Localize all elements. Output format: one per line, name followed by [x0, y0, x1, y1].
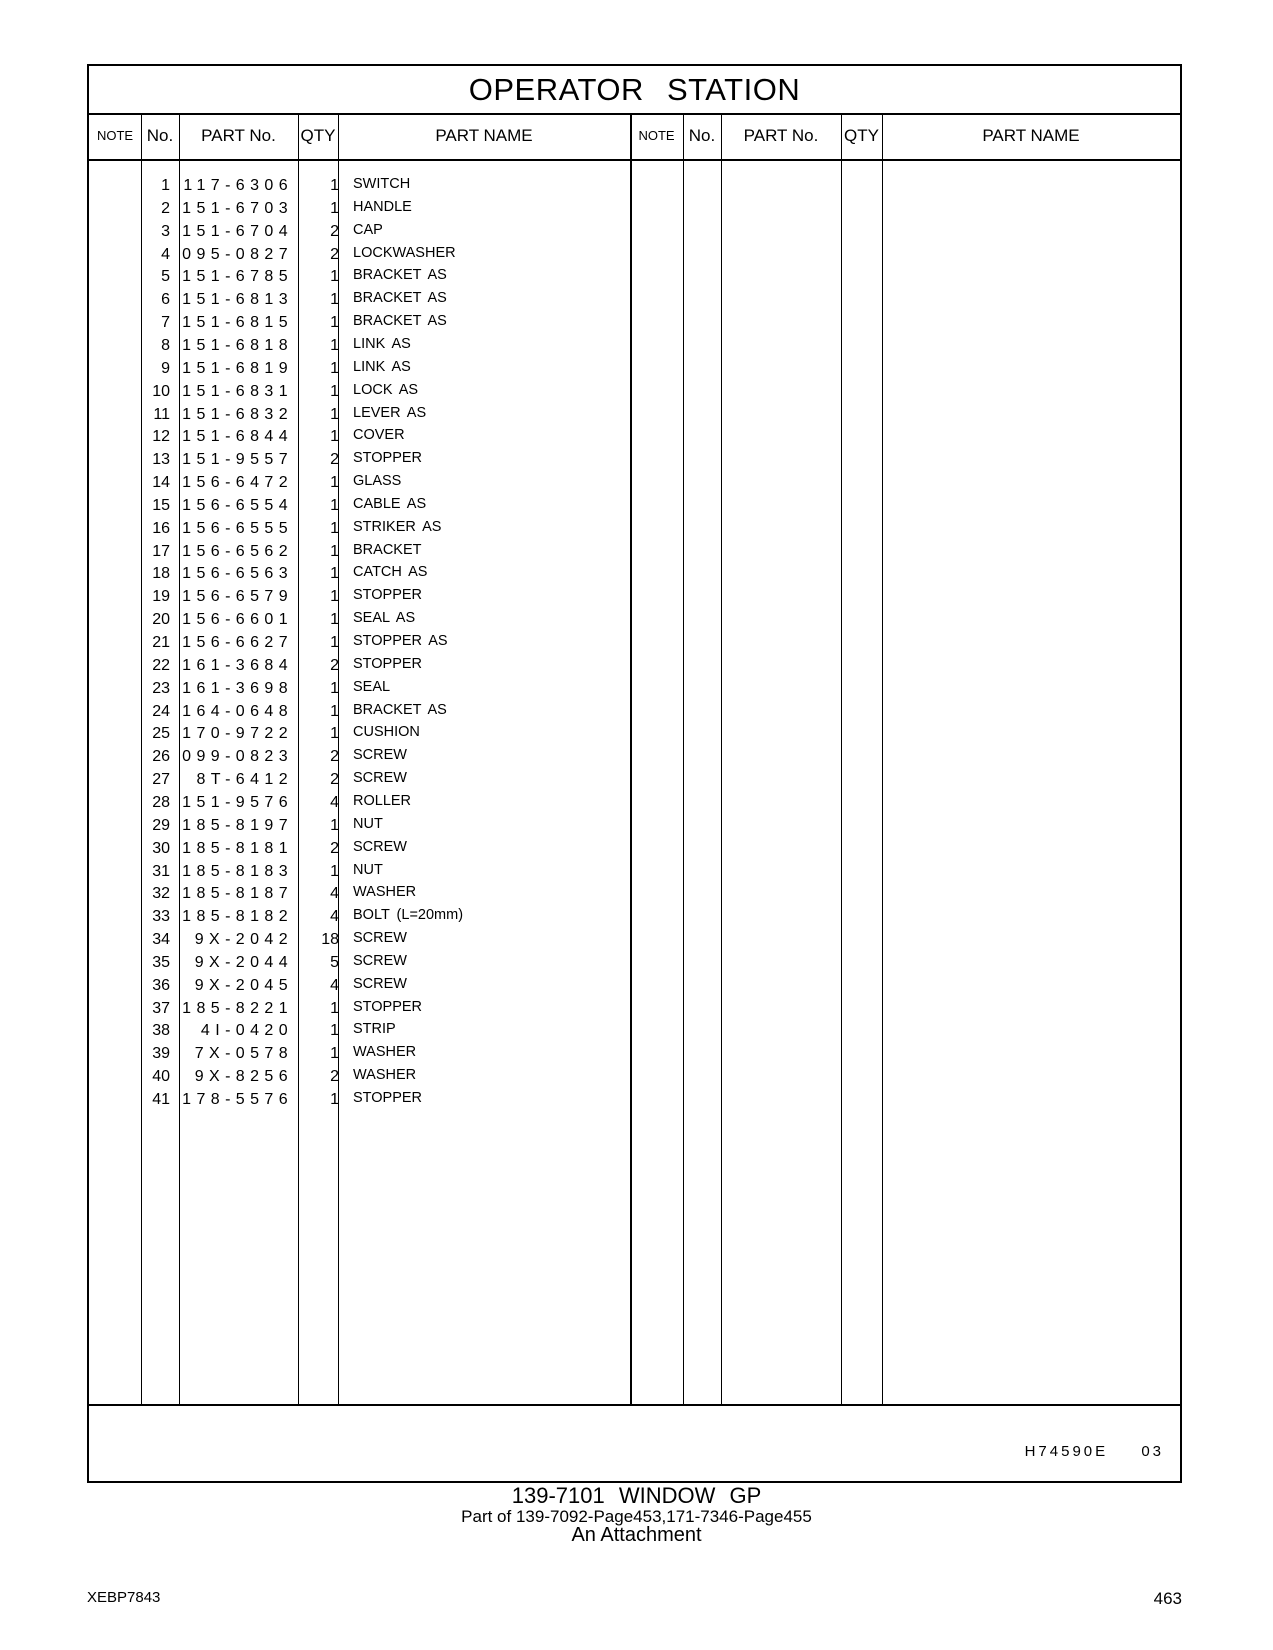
part-number: 151-6704: [182, 222, 293, 240]
section-title: OPERATOR STATION: [89, 66, 1180, 115]
part-quantity: 1: [330, 588, 339, 606]
part-quantity: 1: [330, 382, 339, 400]
part-quantity: 18: [321, 931, 339, 949]
table-row: [89, 837, 689, 860]
part-name: WASHER: [353, 884, 417, 901]
part-name: STOPPER AS: [353, 633, 448, 649]
part-item-number: 31: [152, 862, 170, 880]
table-row: [89, 562, 689, 585]
part-number: 151-6703: [182, 199, 293, 217]
column-divider: [841, 113, 842, 1404]
header-note-right: NOTE: [638, 128, 675, 143]
part-name: LINK AS: [353, 358, 411, 375]
table-row: [89, 1019, 689, 1042]
part-number: 185-8183: [182, 862, 293, 880]
table-row: [89, 471, 689, 494]
part-item-number: 33: [152, 908, 170, 926]
table-row: [89, 357, 689, 380]
table-bottom-rule: [89, 1404, 1180, 1406]
part-item-number: 27: [152, 771, 170, 789]
part-item-number: 35: [152, 953, 170, 971]
table-row: [89, 631, 689, 654]
table-row: [89, 1088, 689, 1111]
part-number: 9X-2042: [194, 931, 293, 949]
part-number: 151-6785: [182, 268, 293, 286]
table-row: [89, 654, 689, 677]
part-item-number: 23: [152, 679, 170, 697]
header-part-name-left: PART NAME: [435, 126, 533, 145]
part-name: SCREW: [353, 838, 407, 855]
part-quantity: 1: [330, 1045, 339, 1063]
header-no-left: No.: [146, 126, 174, 145]
parts-list-frame: [87, 64, 1182, 1483]
part-item-number: 34: [152, 931, 170, 949]
part-name: NUT: [353, 815, 383, 832]
part-quantity: 1: [330, 359, 339, 377]
part-quantity: 4: [330, 885, 339, 903]
table-row: [89, 540, 689, 563]
drawing-code: [1025, 1443, 1164, 1460]
part-item-number: 13: [152, 451, 170, 469]
part-item-number: 7: [161, 314, 170, 332]
part-name: WASHER: [353, 1067, 417, 1084]
part-quantity: 1: [330, 862, 339, 880]
part-of-reference: Part of 139-7092-Page453,171-7346-Page455: [461, 1507, 812, 1526]
header-rule: [89, 159, 1180, 161]
part-quantity: 1: [330, 474, 339, 492]
part-number: 9X-8256: [194, 1068, 293, 1086]
part-quantity: 1: [330, 816, 339, 834]
part-name: SCREW: [353, 930, 407, 947]
part-item-number: 22: [152, 656, 170, 674]
part-quantity: 1: [330, 199, 339, 217]
table-row: [89, 860, 689, 883]
column-divider: [721, 113, 722, 1404]
part-quantity: 1: [330, 336, 339, 354]
part-number: 178-5576: [182, 1091, 293, 1108]
part-number: 156-6579: [182, 588, 293, 606]
part-item-number: 37: [152, 999, 170, 1017]
part-name: CABLE AS: [353, 495, 427, 512]
part-number: 117-6306: [183, 177, 293, 194]
part-item-number: 36: [152, 976, 170, 994]
part-name: GLASS: [353, 473, 402, 490]
part-name: BRACKET AS: [353, 290, 447, 307]
table-row: [89, 608, 689, 631]
table-row: [89, 1042, 689, 1065]
part-number: 4I-0420: [200, 1022, 293, 1040]
table-row: [89, 814, 689, 837]
table-row: [89, 220, 689, 243]
part-number: 099-0823: [182, 748, 293, 766]
table-row: [89, 243, 689, 266]
part-name: STOPPER: [353, 450, 423, 467]
part-quantity: 2: [330, 656, 339, 674]
part-quantity: 1: [330, 291, 339, 309]
part-number: 151-6813: [182, 291, 293, 309]
table-row: [89, 951, 689, 974]
part-name: COVER: [353, 427, 405, 444]
part-item-number: 32: [152, 885, 170, 903]
part-quantity: 2: [330, 222, 339, 240]
part-number: 156-6563: [182, 565, 293, 583]
part-item-number: 29: [152, 816, 170, 834]
part-item-number: 16: [152, 519, 170, 537]
part-item-number: 30: [152, 839, 170, 857]
part-item-number: 17: [152, 542, 170, 560]
part-item-number: 18: [152, 565, 170, 583]
part-number: 9X-2045: [194, 976, 293, 994]
part-number: 185-8187: [182, 885, 293, 903]
part-name: STOPPER: [353, 587, 423, 604]
part-item-number: 4: [161, 245, 170, 263]
part-item-number: 14: [152, 474, 170, 492]
part-number: 185-8221: [182, 999, 293, 1017]
part-quantity: 2: [330, 451, 339, 469]
drawing-code-revision: 03: [1141, 1443, 1164, 1460]
part-quantity: 1: [330, 314, 339, 332]
part-quantity: 1: [330, 1091, 339, 1108]
table-row: [89, 197, 689, 220]
part-quantity: 1: [330, 725, 339, 743]
part-name: SCREW: [353, 975, 407, 992]
part-name: NUT: [353, 861, 383, 878]
part-quantity: 2: [330, 245, 339, 263]
part-name: BOLT (L=20mm): [353, 907, 464, 924]
header-part-no-left: PART No.: [201, 126, 276, 145]
part-name: LINK AS: [353, 335, 411, 352]
table-row: [89, 265, 689, 288]
table-row: [89, 334, 689, 357]
part-item-number: 15: [152, 496, 170, 514]
table-row: [89, 585, 689, 608]
table-row: [89, 974, 689, 997]
part-name: SCREW: [353, 770, 407, 787]
part-name: LOCKWASHER: [353, 244, 456, 261]
part-number: 156-6627: [182, 634, 293, 651]
part-name: SCREW: [353, 747, 407, 764]
table-row: [89, 403, 689, 426]
part-quantity: 2: [330, 839, 339, 857]
part-item-number: 25: [152, 725, 170, 743]
part-name: STOPPER: [353, 655, 423, 672]
part-number: 9X-2044: [194, 953, 293, 971]
part-number: 164-0648: [182, 702, 293, 720]
part-quantity: 2: [330, 1068, 339, 1086]
part-number: 151-6815: [182, 314, 293, 332]
attachment-label: An Attachment: [571, 1524, 702, 1546]
part-name: STRIP: [353, 1021, 396, 1038]
part-name: SCREW: [353, 952, 407, 969]
table-row: [89, 905, 689, 928]
table-row: [89, 448, 689, 471]
part-name: ROLLER: [353, 792, 412, 809]
part-item-number: 12: [152, 428, 170, 446]
column-divider: [882, 113, 883, 1404]
part-item-number: 41: [152, 1091, 170, 1108]
part-number: 151-6844: [182, 428, 293, 446]
table-row: [89, 494, 689, 517]
part-item-number: 3: [161, 222, 170, 240]
part-quantity: 1: [330, 702, 339, 720]
page-number: 463: [1153, 1589, 1182, 1608]
part-item-number: 11: [153, 405, 170, 423]
publication-id: XEBP7843: [87, 1589, 161, 1606]
table-row: [89, 311, 689, 334]
part-number: 185-8181: [182, 839, 293, 857]
table-row: [89, 517, 689, 540]
part-item-number: 9: [161, 359, 170, 377]
part-quantity: 1: [330, 679, 339, 697]
header-qty-left: QTY: [300, 126, 336, 145]
part-name: LEVER AS: [353, 404, 427, 421]
part-item-number: 8: [161, 336, 170, 354]
part-quantity: 1: [330, 428, 339, 446]
part-number: 185-8197: [182, 816, 293, 834]
part-number: 185-8182: [182, 908, 293, 926]
part-quantity: 1: [330, 999, 339, 1017]
part-number: 151-6819: [182, 359, 293, 377]
part-number: 156-6472: [182, 474, 293, 492]
part-name: WASHER: [353, 1044, 417, 1061]
part-number: 151-9557: [182, 451, 293, 469]
table-row: [89, 700, 689, 723]
part-quantity: 5: [330, 953, 339, 971]
part-name: CATCH AS: [353, 564, 428, 581]
part-item-number: 5: [161, 268, 170, 286]
part-number: 156-6601: [182, 611, 293, 629]
part-number: 151-6818: [182, 336, 293, 354]
table-row: [89, 768, 689, 791]
part-quantity: 4: [330, 908, 339, 926]
drawing-code-number: H74590E: [1024, 1443, 1109, 1460]
part-number: 151-6831: [182, 382, 293, 400]
part-quantity: 1: [330, 542, 339, 560]
part-item-number: 40: [152, 1068, 170, 1086]
table-row: [89, 677, 689, 700]
table-row: [89, 745, 689, 768]
table-row: [89, 997, 689, 1020]
part-name: SWITCH: [353, 176, 411, 192]
table-row: [89, 791, 689, 814]
part-item-number: 21: [152, 634, 170, 651]
part-item-number: 6: [161, 291, 170, 309]
header-part-name-right: PART NAME: [982, 126, 1080, 145]
part-item-number: 26: [152, 748, 170, 766]
header-no-right: No.: [688, 126, 716, 145]
part-item-number: 1: [161, 177, 170, 194]
part-quantity: 1: [330, 565, 339, 583]
header-note-left: NOTE: [96, 128, 134, 143]
part-item-number: 10: [152, 382, 170, 400]
part-number: 170-9722: [182, 725, 293, 743]
part-quantity: 4: [330, 976, 339, 994]
part-quantity: 1: [330, 634, 339, 651]
part-quantity: 1: [330, 177, 339, 194]
header-part-no-right: PART No.: [743, 126, 819, 145]
part-name: STOPPER: [353, 998, 423, 1015]
part-quantity: 2: [330, 748, 339, 766]
part-name: LOCK AS: [353, 381, 419, 398]
part-item-number: 20: [152, 611, 170, 629]
part-number: 156-6562: [182, 542, 293, 560]
part-quantity: 1: [330, 519, 339, 537]
part-number: 156-6554: [182, 496, 293, 514]
group-title: 139-7101 WINDOW GP: [511, 1483, 762, 1508]
part-number: 161-3698: [182, 679, 293, 697]
part-name: CAP: [353, 221, 383, 238]
part-name: BRACKET AS: [353, 701, 447, 718]
part-number: 161-3684: [182, 656, 293, 674]
table-row: [89, 174, 689, 197]
table-row: [89, 722, 689, 745]
table-row: [89, 380, 689, 403]
part-quantity: 1: [330, 496, 339, 514]
table-row: [89, 1065, 689, 1088]
part-quantity: 1: [330, 1022, 339, 1040]
part-item-number: 39: [152, 1045, 170, 1063]
part-item-number: 28: [152, 793, 170, 811]
part-item-number: 24: [152, 702, 170, 720]
part-quantity: 1: [330, 611, 339, 629]
part-item-number: 19: [152, 588, 170, 606]
part-number: 151-9576: [182, 793, 293, 811]
part-name: CUSHION: [353, 724, 420, 741]
table-row: [89, 425, 689, 448]
part-quantity: 4: [330, 793, 339, 811]
table-row: [89, 928, 689, 951]
part-name: BRACKET AS: [353, 313, 447, 330]
header-qty-right: QTY: [844, 126, 879, 145]
part-name: STOPPER: [353, 1090, 423, 1106]
part-name: SEAL AS: [353, 610, 416, 627]
part-name: HANDLE: [353, 198, 412, 215]
part-item-number: 38: [152, 1022, 170, 1040]
part-quantity: 1: [330, 268, 339, 286]
table-row: [89, 882, 689, 905]
part-number: 095-0827: [182, 245, 293, 263]
part-item-number: 2: [161, 199, 170, 217]
part-name: BRACKET: [353, 541, 422, 558]
part-number: 156-6555: [182, 519, 293, 537]
part-name: STRIKER AS: [353, 518, 442, 535]
part-quantity: 1: [330, 405, 339, 423]
part-quantity: 2: [330, 771, 339, 789]
part-name: SEAL: [353, 678, 391, 695]
part-number: 8T-6412: [196, 771, 293, 789]
part-number: 151-6832: [182, 405, 293, 423]
part-name: BRACKET AS: [353, 267, 447, 284]
part-number: 7X-0578: [194, 1045, 293, 1063]
table-row: [89, 288, 689, 311]
